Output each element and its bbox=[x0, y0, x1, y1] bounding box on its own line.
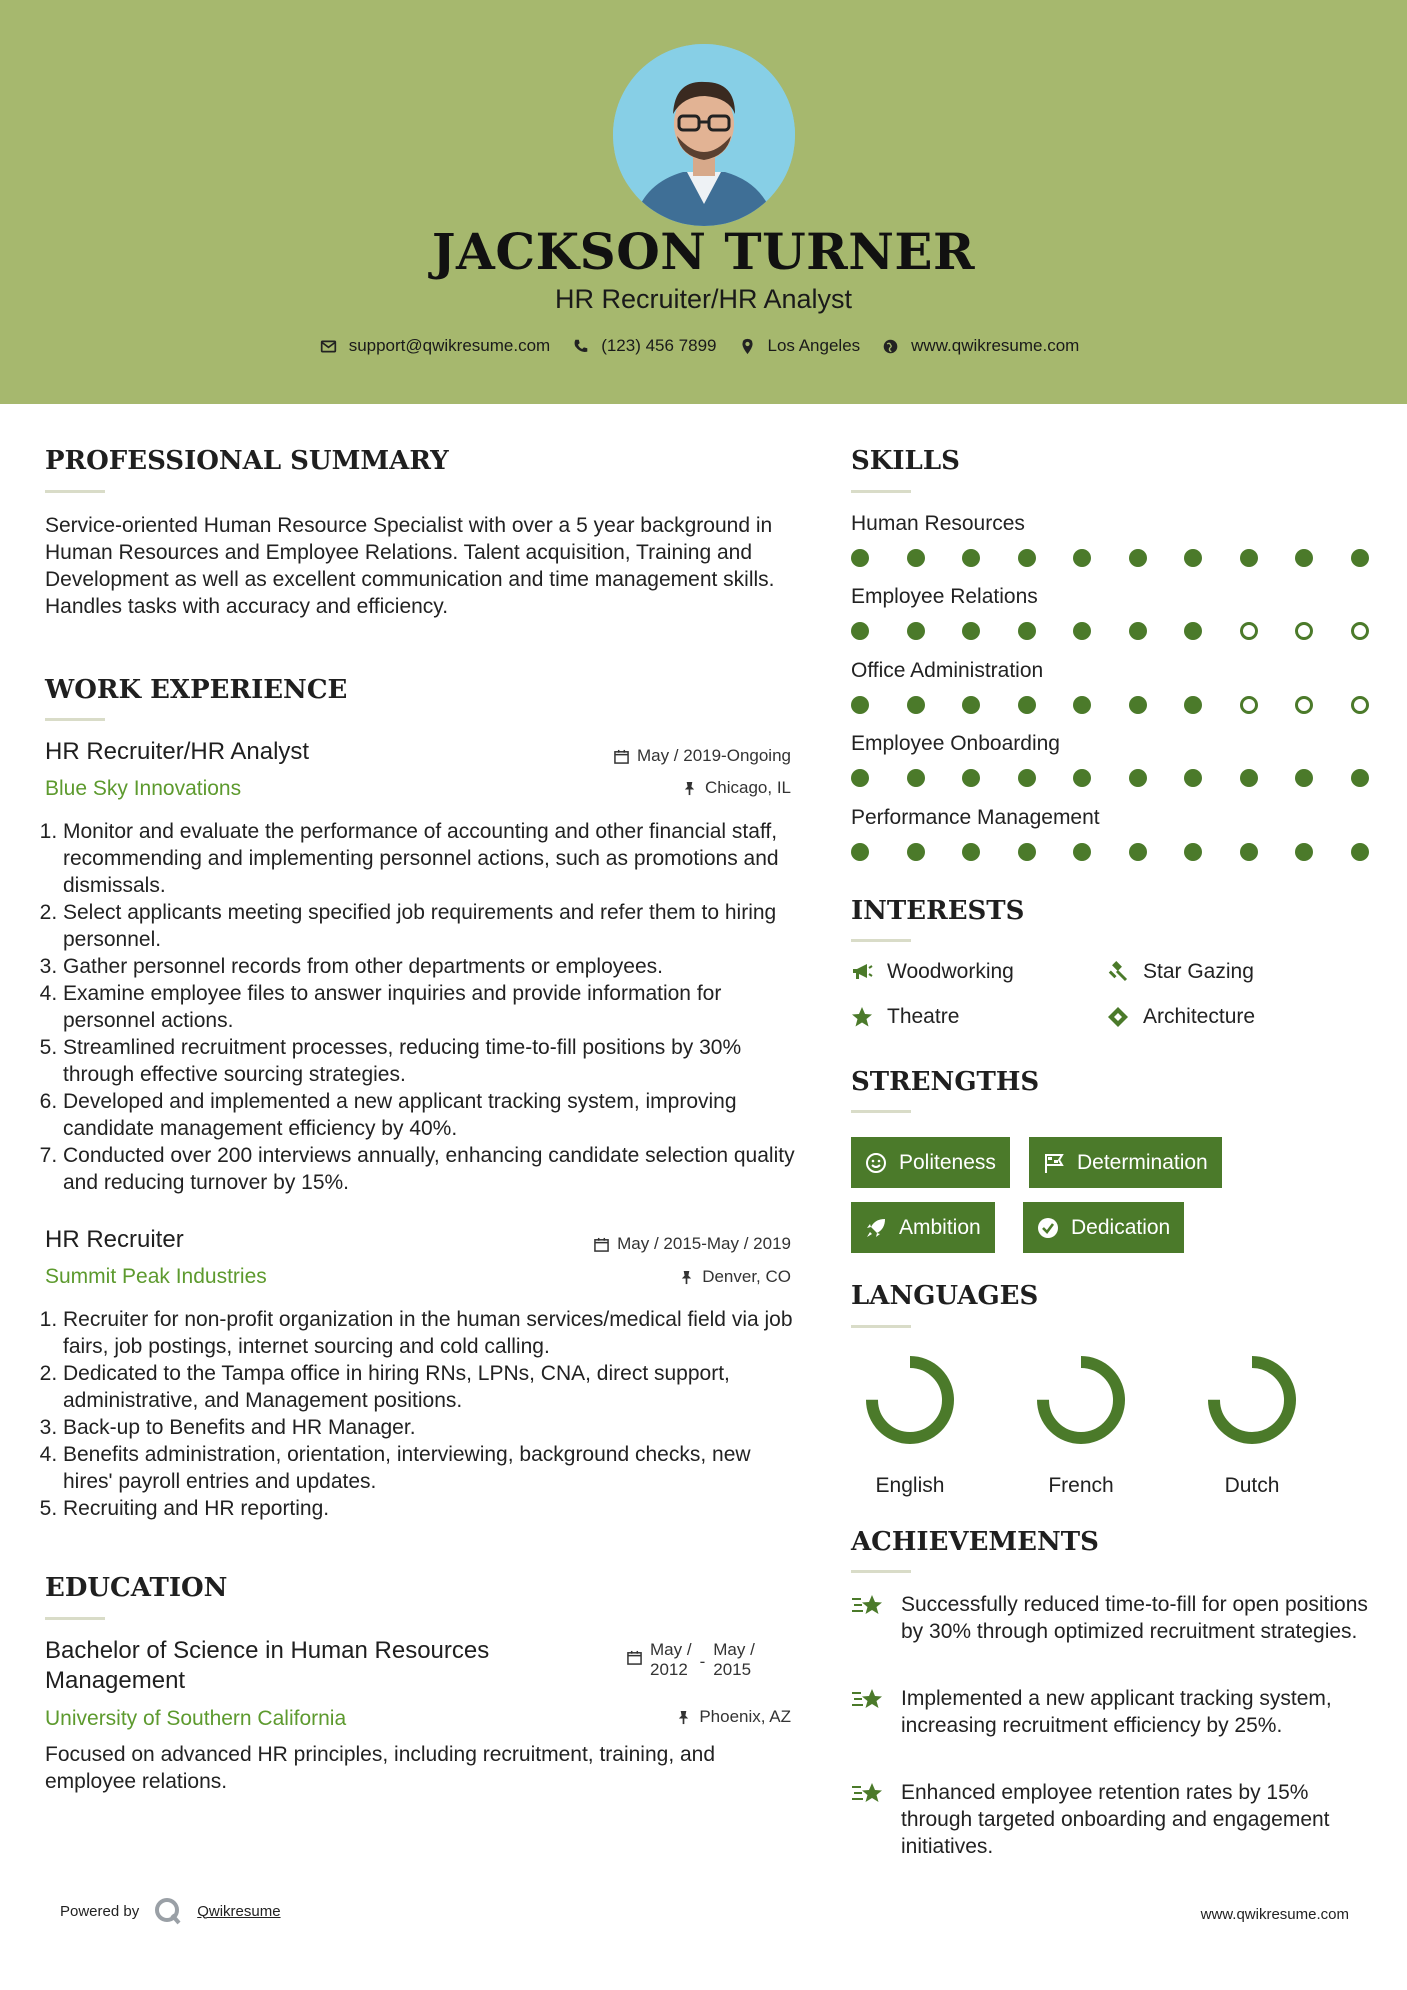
rating-dot-filled bbox=[1184, 549, 1202, 567]
skill-label: Employee Relations bbox=[851, 585, 1038, 608]
language-label: Dutch bbox=[1224, 1474, 1280, 1497]
rating-dot-filled bbox=[1018, 843, 1036, 861]
bullhorn-icon bbox=[851, 961, 873, 983]
skill-rating bbox=[851, 694, 1363, 716]
interests-heading: INTERESTS bbox=[851, 896, 1025, 926]
flag-icon bbox=[1043, 1152, 1065, 1174]
ticket-icon bbox=[1107, 1006, 1129, 1028]
shooting-star-icon bbox=[851, 1591, 885, 1621]
interest-label: Theatre bbox=[887, 1005, 960, 1028]
interests-rule bbox=[851, 939, 911, 942]
footer-powered-by bbox=[60, 1896, 281, 1926]
job-2-location-text: Denver, CO bbox=[702, 1267, 791, 1286]
resume-header bbox=[0, 0, 1407, 404]
rating-dot-filled bbox=[1073, 843, 1091, 861]
degree-title bbox=[45, 1636, 489, 1696]
language-item bbox=[1197, 1350, 1307, 1498]
rocket-icon bbox=[865, 1217, 887, 1239]
summary-text: Service-oriented Human Resource Specialist with over a 5 year background in Human Resources and Employee Relations. Talent acquisition, Training and Development as well as excellent communication and time management skills. Handles tasks with accuracy and efficiency. bbox=[45, 514, 775, 618]
rating-dot-empty bbox=[1295, 622, 1313, 640]
contact-email[interactable] bbox=[320, 336, 551, 356]
rating-dot-filled bbox=[1129, 549, 1147, 567]
candidate-name: JACKSON TURNER bbox=[431, 222, 976, 281]
contact-location-text: Los Angeles bbox=[767, 336, 861, 355]
rating-dot-filled bbox=[1184, 622, 1202, 640]
education-date-end-month: May / bbox=[713, 1640, 755, 1659]
footer-website-link[interactable]: www.qwikresume.com bbox=[1200, 1906, 1349, 1923]
rating-dot-filled bbox=[1295, 549, 1313, 567]
check-circle-icon bbox=[1037, 1217, 1059, 1239]
job-2-date-text: May / 2015-May / 2019 bbox=[617, 1234, 791, 1253]
rating-dot-filled bbox=[1129, 769, 1147, 787]
contact-website[interactable] bbox=[882, 336, 1079, 356]
rating-dot-filled bbox=[851, 696, 869, 714]
languages-rule bbox=[851, 1325, 911, 1328]
rating-dot-filled bbox=[1295, 843, 1313, 861]
rating-dot-filled bbox=[1018, 769, 1036, 787]
rating-dot-filled bbox=[1240, 843, 1258, 861]
job-2-duties bbox=[36, 1306, 796, 1522]
language-item bbox=[855, 1350, 965, 1498]
strengths-heading: STRENGTHS bbox=[851, 1067, 1040, 1097]
rating-dot-filled bbox=[907, 549, 925, 567]
list-item: 3. Gather personnel records from other departments or employees. bbox=[63, 953, 796, 980]
calendar-icon bbox=[594, 1237, 609, 1252]
contact-location bbox=[739, 336, 861, 356]
interest-item bbox=[1107, 960, 1254, 984]
skill-label: Employee Onboarding bbox=[851, 732, 1060, 755]
list-item: 4. Benefits administration, orientation, interviewing, background checks, new hires' payroll entries and updates. bbox=[63, 1441, 796, 1495]
rating-dot-filled bbox=[1184, 696, 1202, 714]
strengths-rule bbox=[851, 1110, 911, 1113]
skill-label: Office Administration bbox=[851, 659, 1044, 682]
education-date-end bbox=[713, 1640, 755, 1680]
skill-rating bbox=[851, 841, 1363, 863]
rating-dot-filled bbox=[962, 549, 980, 567]
skills-rule bbox=[851, 490, 911, 493]
pushpin-icon bbox=[682, 781, 697, 796]
rating-dot-filled bbox=[907, 696, 925, 714]
contact-website-text: www.qwikresume.com bbox=[911, 336, 1080, 355]
language-label: French bbox=[1048, 1474, 1114, 1497]
achievement-item bbox=[851, 1591, 1371, 1645]
rating-dot-empty bbox=[1240, 622, 1258, 640]
education-date-start bbox=[650, 1640, 692, 1680]
rating-dot-filled bbox=[1240, 549, 1258, 567]
summary-heading: PROFESSIONAL SUMMARY bbox=[45, 446, 449, 476]
skill-rating bbox=[851, 620, 1363, 642]
rating-dot-filled bbox=[907, 843, 925, 861]
rating-dot-filled bbox=[1129, 696, 1147, 714]
rating-dot-filled bbox=[1129, 622, 1147, 640]
avatar-illustration bbox=[613, 44, 795, 226]
pushpin-icon bbox=[679, 1270, 694, 1285]
rating-dot-filled bbox=[1073, 622, 1091, 640]
education-date-end-year: 2015 bbox=[713, 1660, 752, 1679]
list-item: 2. Select applicants meeting specified job requirements and refer them to hiring personnel. bbox=[63, 899, 796, 953]
list-item: 1. Recruiter for non-profit organization in the human services/medical field via job fairs, job postings, internet sourcing and cold calling. bbox=[63, 1306, 796, 1360]
shooting-star-icon bbox=[851, 1779, 885, 1809]
interest-item bbox=[1107, 1005, 1255, 1029]
list-item: 5. Recruiting and HR reporting. bbox=[63, 1495, 796, 1522]
rating-dot-filled bbox=[907, 769, 925, 787]
rating-dot-filled bbox=[962, 622, 980, 640]
job-1-location bbox=[682, 778, 791, 798]
rating-dot-filled bbox=[1073, 769, 1091, 787]
list-item: 2. Dedicated to the Tampa office in hiring RNs, LPNs, CNA, direct support, administrative, and Management positions. bbox=[63, 1360, 796, 1414]
education-date-separator: - bbox=[699, 1652, 706, 1671]
education-date-start-month: May / bbox=[650, 1640, 692, 1659]
rating-dot-empty bbox=[1351, 696, 1369, 714]
list-item: 7. Conducted over 200 interviews annually, enhancing candidate selection quality and reducing turnover by 15%. bbox=[63, 1142, 796, 1196]
education-date bbox=[627, 1640, 755, 1680]
strength-label: Ambition bbox=[899, 1215, 981, 1239]
skill-rating bbox=[851, 767, 1363, 789]
strength-label: Determination bbox=[1077, 1150, 1208, 1174]
interest-item bbox=[851, 960, 1014, 984]
education-description: Focused on advanced HR principles, including recruitment, training, and employee relations. bbox=[45, 1743, 716, 1793]
candidate-title: HR Recruiter/HR Analyst bbox=[554, 284, 853, 314]
shooting-star-icon bbox=[851, 1685, 885, 1715]
gavel-icon bbox=[1107, 961, 1129, 983]
qwikresume-link[interactable]: Qwikresume bbox=[197, 1902, 281, 1920]
strength-badge bbox=[851, 1202, 995, 1253]
contact-phone[interactable] bbox=[572, 336, 716, 356]
job-2-date bbox=[594, 1234, 791, 1254]
summary-rule bbox=[45, 490, 105, 493]
experience-heading: WORK EXPERIENCE bbox=[45, 675, 348, 705]
rating-dot-filled bbox=[1073, 696, 1091, 714]
language-ring bbox=[860, 1350, 960, 1450]
degree-title-line-2: Management bbox=[45, 1667, 186, 1694]
strength-label: Dedication bbox=[1071, 1215, 1171, 1239]
achievements-rule bbox=[851, 1570, 911, 1573]
pushpin-icon bbox=[676, 1710, 691, 1725]
phone-icon bbox=[572, 338, 589, 355]
degree-title-line-1: Bachelor of Science in Human Resources bbox=[45, 1637, 490, 1664]
job-1-date-text: May / 2019-Ongoing bbox=[636, 746, 791, 765]
calendar-icon bbox=[627, 1650, 642, 1665]
rating-dot-filled bbox=[1351, 549, 1369, 567]
contact-bar bbox=[0, 336, 1407, 356]
contact-email-text: support@qwikresume.com bbox=[348, 336, 551, 355]
education-location-text: Phoenix, AZ bbox=[699, 1707, 791, 1726]
achievement-text: Enhanced employee retention rates by 15% through targeted onboarding and engagement initiatives. bbox=[901, 1781, 1330, 1858]
interest-label: Star Gazing bbox=[1143, 960, 1254, 983]
star-icon bbox=[851, 1006, 873, 1028]
achievement-text: Successfully reduced time-to-fill for open positions by 30% through optimized recruitment strategies. bbox=[901, 1593, 1368, 1643]
rating-dot-filled bbox=[962, 843, 980, 861]
rating-dot-empty bbox=[1295, 696, 1313, 714]
strength-badge bbox=[851, 1137, 1010, 1188]
job-2-title: HR Recruiter bbox=[45, 1226, 184, 1253]
experience-rule bbox=[45, 718, 105, 721]
smile-icon bbox=[865, 1152, 887, 1174]
list-item: 5. Streamlined recruitment processes, reducing time-to-fill positions by 30% through effective sourcing strategies. bbox=[63, 1034, 796, 1088]
strength-label: Politeness bbox=[899, 1150, 996, 1174]
education-rule bbox=[45, 1617, 105, 1620]
job-1-date bbox=[614, 746, 791, 766]
education-date-start-year: 2012 bbox=[650, 1660, 688, 1679]
achievement-item bbox=[851, 1685, 1371, 1739]
job-1-duties bbox=[36, 818, 796, 1196]
language-ring bbox=[1031, 1350, 1131, 1450]
calendar-icon bbox=[614, 749, 629, 764]
languages-heading: LANGUAGES bbox=[851, 1281, 1039, 1311]
rating-dot-filled bbox=[1018, 696, 1036, 714]
language-item bbox=[1026, 1350, 1136, 1498]
education-heading: EDUCATION bbox=[45, 1573, 228, 1603]
list-item: 3. Back-up to Benefits and HR Manager. bbox=[63, 1414, 796, 1441]
job-2-company: Summit Peak Industries bbox=[45, 1265, 267, 1288]
contact-phone-text: (123) 456 7899 bbox=[601, 336, 717, 355]
rating-dot-filled bbox=[962, 769, 980, 787]
qwikresume-logo-icon bbox=[153, 1896, 183, 1926]
profile-photo bbox=[613, 44, 795, 226]
achievement-item bbox=[851, 1779, 1371, 1860]
language-label: English bbox=[875, 1474, 945, 1497]
job-1-location-text: Chicago, IL bbox=[705, 778, 791, 797]
rating-dot-filled bbox=[851, 549, 869, 567]
rating-dot-filled bbox=[907, 622, 925, 640]
envelope-icon bbox=[320, 338, 337, 355]
rating-dot-filled bbox=[1018, 622, 1036, 640]
rating-dot-filled bbox=[1129, 843, 1147, 861]
strength-badge bbox=[1023, 1202, 1184, 1253]
achievements-heading: ACHIEVEMENTS bbox=[851, 1527, 1099, 1557]
rating-dot-filled bbox=[1240, 769, 1258, 787]
list-item: 6. Developed and implemented a new applicant tracking system, improving candidate management efficiency by 40%. bbox=[63, 1088, 796, 1142]
skill-rating bbox=[851, 547, 1363, 569]
job-1-title: HR Recruiter/HR Analyst bbox=[45, 738, 310, 765]
job-1-company: Blue Sky Innovations bbox=[45, 777, 242, 800]
list-item: 4. Examine employee files to answer inquiries and provide information for personnel actions. bbox=[63, 980, 796, 1034]
list-item: 1. Monitor and evaluate the performance of accounting and other financial staff, recommending and implementing personnel actions, such as promotions and dismissals. bbox=[63, 818, 796, 899]
rating-dot-empty bbox=[1351, 622, 1369, 640]
rating-dot-empty bbox=[1240, 696, 1258, 714]
rating-dot-filled bbox=[851, 622, 869, 640]
rating-dot-filled bbox=[1184, 843, 1202, 861]
rating-dot-filled bbox=[1351, 769, 1369, 787]
rating-dot-filled bbox=[1184, 769, 1202, 787]
powered-by-text: Powered by bbox=[60, 1902, 140, 1920]
rating-dot-filled bbox=[1351, 843, 1369, 861]
globe-icon bbox=[882, 338, 899, 355]
education-location bbox=[676, 1707, 791, 1727]
language-ring bbox=[1202, 1350, 1302, 1450]
strength-badge bbox=[1029, 1137, 1222, 1188]
interest-label: Woodworking bbox=[887, 960, 1014, 983]
interest-item bbox=[851, 1005, 959, 1029]
interest-label: Architecture bbox=[1143, 1005, 1256, 1028]
rating-dot-filled bbox=[851, 769, 869, 787]
map-marker-icon bbox=[739, 338, 756, 355]
rating-dot-filled bbox=[962, 696, 980, 714]
skills-heading: SKILLS bbox=[851, 446, 960, 476]
achievement-text: Implemented a new applicant tracking system, increasing recruitment efficiency by 25%. bbox=[901, 1687, 1332, 1737]
job-2-location bbox=[679, 1267, 791, 1287]
skill-label: Performance Management bbox=[851, 806, 1100, 829]
rating-dot-filled bbox=[1018, 549, 1036, 567]
rating-dot-filled bbox=[851, 843, 869, 861]
school-name: University of Southern California bbox=[45, 1707, 347, 1730]
rating-dot-filled bbox=[1073, 549, 1091, 567]
rating-dot-filled bbox=[1295, 769, 1313, 787]
skill-label: Human Resources bbox=[851, 512, 1025, 535]
